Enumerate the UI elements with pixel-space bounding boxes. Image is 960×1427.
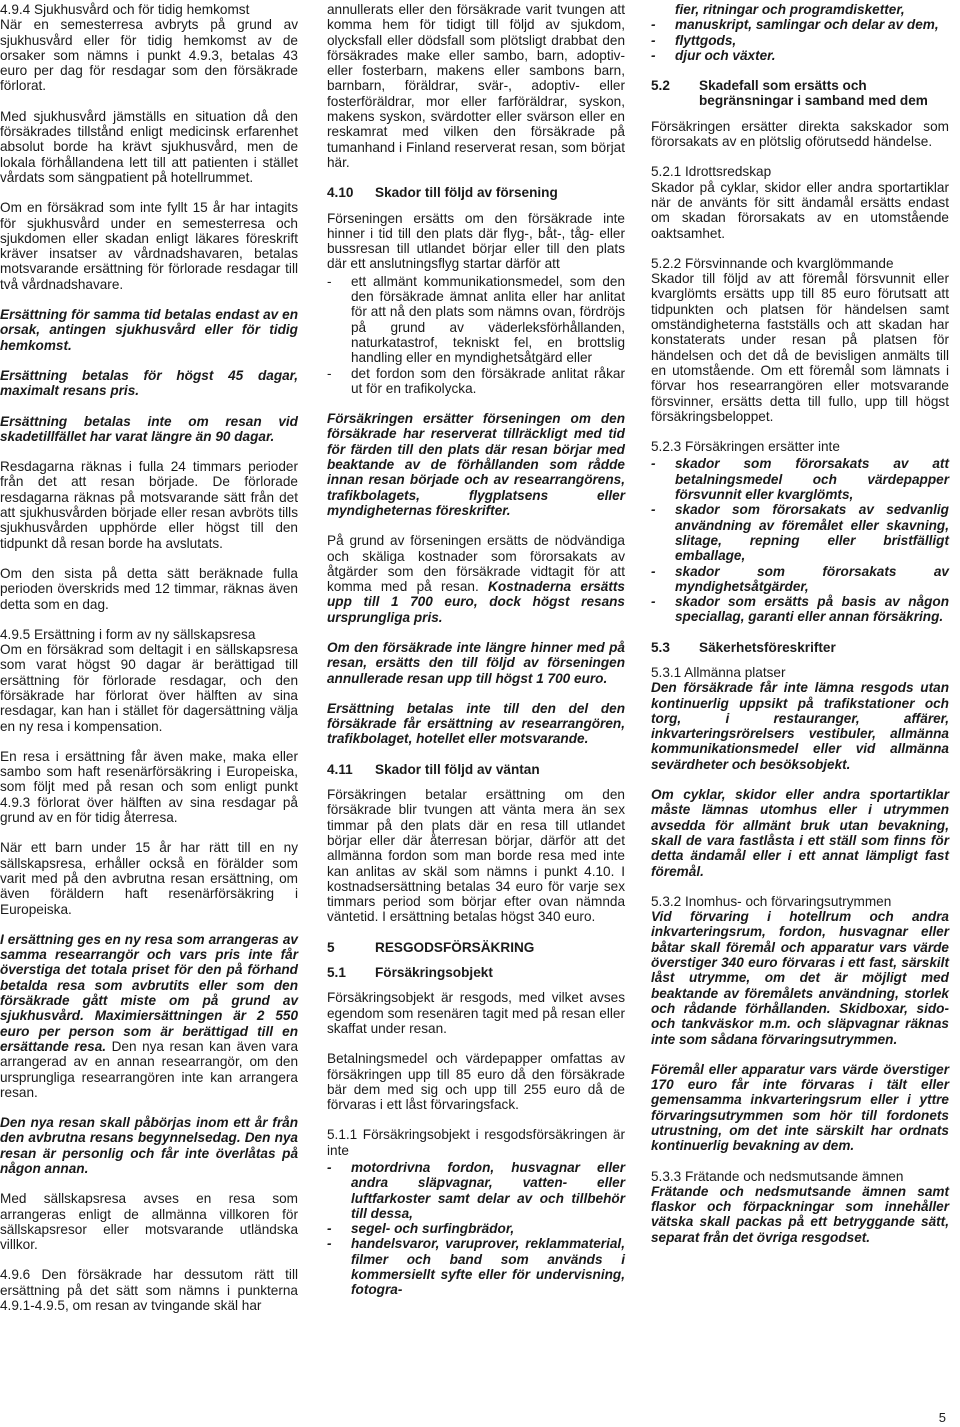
paragraph: 4.9.6 Den försäkrade har dessutom rätt till ersättning på det sätt som nämns i punkterna 4.9.1-4.9.5, om resan av tvingande skäl har [0, 1267, 298, 1314]
section-heading [327, 940, 625, 955]
list-dash: - [651, 17, 656, 33]
section-title: Skador till följd av väntan [375, 761, 540, 777]
list-item [327, 1236, 625, 1297]
page-number: 5 [938, 1410, 946, 1425]
emphasized-paragraph: Om cyklar, skidor eller andra sportartiklar måste lämnas utomhus eller i utrymmen avsedda för allmänt bruk utan bevakning, skall de vara fastlåsta i ett ställ som finns för detta ändamål eller i ett annat lämpligt fast föremål. [651, 787, 949, 879]
paragraph: En resa i ersättning får även make, maka eller sambo som haft resenärförsäkring i Europeiska, som följt med på resan och som enligt punkt 4.9.3 förlorat över hälften av sina resdagar på grund av en för tidig återresa. [0, 748, 298, 826]
emphasized-text: Kostnaderna ersätts upp till 1 700 euro, dock högst resans ursprungliga pris. [327, 579, 625, 625]
list-item [327, 366, 625, 397]
section-heading [327, 185, 625, 200]
section-heading [651, 78, 949, 109]
bullet-list [651, 456, 949, 624]
paragraph [651, 1169, 949, 1245]
emphasized-text: Den försäkrade får inte lämna resgods utan kontinuerlig uppsikt på trafikstationer och torg, i restauranger, affärer, inkvarteringsrörelsers vestibuler, allmänna kommunikationsmedel eller vid allmänna sevärdheter och besöksobjekt. [651, 680, 949, 772]
list-item [651, 17, 949, 32]
list-item-text: det fordon som den försäkrade anlitat råkar ut för en trafikolycka. [351, 365, 625, 396]
list-dash: - [651, 502, 656, 518]
emphasized-paragraph: Den nya resan skall påbörjas inom ett år från den avbrutna resans begynnelsedag. Den nya resan är personlig och får inte överlåtas på någon annan. [0, 1115, 298, 1176]
list-item-text: skador som ersätts på basis av någon speciallag, garanti eller annan försäkring. [675, 594, 949, 625]
paragraph: Resdagarna räknas i fulla 24 timmars perioder från det att resan började. De förlorade resdagarna räknas på motsvarande sätt från det att sjukhusvården började eller resan avbröts tills sjukhusvården upphörde eller högst till den tidpunkt då resan borde ha avslutats. [0, 459, 298, 551]
section-number: 5.1 [327, 965, 346, 981]
paragraph [651, 665, 949, 772]
subsection-title: 5.3.1 Allmänna platser [651, 664, 786, 680]
list-dash: - [651, 47, 656, 63]
list-item-text: handelsvaror, varuprover, reklammaterial, filmer och band som används i kommersiellt syfte eller för undervisning, fotogra- [351, 1236, 625, 1298]
list-dash: - [327, 1160, 332, 1175]
paragraph: annullerats eller den försäkrade varit tvungen att komma hem för tidigt till följd av sjukdom, olycksfall eller dödsfall som plötsligt drabbat den försäkrades make eller sambo, barn, adoptiv- eller fosterbarn, makens eller sambons barn, barnbarn, föräldrar, svär-, adoptiv- eller fosterföräldrar, mor eller farföräldrar, syskon, makens syskon, svärdotter eller svärson eller en reskamrat med vilken den försäkrade på tumanhand i Finland reserverat resan, som börjat här. [327, 2, 625, 170]
list-dash: - [327, 1221, 332, 1237]
emphasized-text: I ersättning ges en ny resa som arrangeras av samma researrangör och vars pris inte får överstiga det totala priset för den på förhand betalda resa som avbrutits eller som den försäkrade gått miste om på grund av sjukhusvård. Maximiersättningen är 2 550 euro per person som är berättigad till en ersättande resa. [0, 931, 298, 1054]
subsection-title: 5.3.2 Inomhus- och förvaringsutrymmen [651, 893, 892, 909]
emphasized-paragraph: Ersättning för samma tid betalas endast av en orsak, antingen sjukhusvård eller för tidig hemkomst. [0, 307, 298, 353]
emphasized-text: Vid förvaring i hotellrum och andra inkvarteringsrum, fordon, husvagnar eller båtar skall föremål och apparatur vars värde överstiger 340 euro förvaras i ett fast, särskilt låst utrymme, om det är möjligt med beaktande av föremålets användning, storlek och rådande förhållanden. Skidboxar, sido- och tankväskor m.m. och släpvagnar räknas inte som sådana förvaringsutrymmen. [651, 909, 949, 1047]
section-heading [651, 640, 949, 655]
list-item-text: djur och växter. [675, 47, 776, 63]
plain-text: På grund av förseningen ersätts de nödvändiga och skäliga kostnader som förorsakats av åtgärder som den försäkrade vidtagit för att komma med på resan. [327, 533, 625, 595]
paragraph: Med sällskapsresa avses en resa som arrangeras enligt de allmänna villkoren för sällskapsresor eller motsvarande utländska villkor. [0, 1191, 298, 1253]
list-item [651, 594, 949, 625]
list-item-text: ett allmänt kommunikationsmedel, som den den försäkrade ämnat anlita eller har anlitat för att nå den plats som nämns ovan, fördröjs på grund av väderleksförhållanden, naturkatastrof, tekniskt fel, en brottslig handling eller en myndighetsåtgärd eller [351, 273, 625, 366]
section-title: Säkerhetsföreskrifter [699, 639, 836, 655]
section-number: 5.3 [651, 639, 670, 655]
list-item [327, 1160, 625, 1221]
paragraph: Försäkringen betalar ersättning om den försäkrade blir tvungen att vänta mera än sex timmar på den plats där en resa till utlandet börjar eller där återresan börjar, därför att det allmänna fordon som man borde resa med inte kan anlitas av skäl som nämns i punkt 4.10. I kostnadsersättning betalas 34 euro för varje sex timmars period som börjar efter ovan nämnda väntetid. I ersättning betalas högst 340 euro. [327, 787, 625, 925]
list-item-text: manuskript, samlingar och delar av dem, [675, 17, 939, 33]
list-item [651, 48, 949, 63]
paragraph: Om en försäkrad som inte fyllt 15 år har intagits för sjukhusvård under en semesterresa och sjukdomen eller skadan enligt läkares föreskrift kräver insatser av vårdnadshavaren, betalas motsvarande ersättning för förlorade resdagar till två vårdnadshavare. [0, 200, 298, 292]
paragraph: Betalningsmedel och värdepapper omfattas av försäkringen upp till 85 euro då den försäkrade bär dem med sig och upp till 255 euro då de förvaras i ett låst förvaringsfack. [327, 1051, 625, 1113]
paragraph [0, 932, 298, 1100]
plain-text: Den nya resan kan även vara arrangerad av en annan researrangör, om den ursprungliga researrangören inte kan arrangera resan. [0, 1038, 298, 1100]
list-item-text: segel- och surfingbrädor, [351, 1221, 515, 1237]
list-item [651, 564, 949, 595]
paragraph: Försäkringsobjekt är resgods, med vilket avses egendom som resenären tagit med på resan eller skaffat under resan. [327, 990, 625, 1036]
section-number: 5 [327, 939, 335, 955]
list-item [651, 456, 949, 502]
list-item [651, 33, 949, 48]
paragraph: När ett barn under 15 år har rätt till en ny sällskapsresa, erhåller också en förälder som varit med på den avbrutna resan ersättning, om även föräldern haft resenärförsäkring i Europeiska. [0, 840, 298, 917]
list-item-text: skador som förorsakats av sedvanlig användning av föremålet eller skavning, slitage, repning eller bristfälligt emballage, [675, 502, 949, 564]
bullet-list [327, 1160, 625, 1298]
subsection-title: 5.3.3 Frätande och nedsmutsande ämnen [651, 1168, 904, 1184]
list-dash: - [327, 365, 332, 381]
emphasized-paragraph: Om den försäkrade inte längre hinner med på resan, ersätts den till följd av förseningen annullerade resan upp till högst 1 700 euro. [327, 639, 625, 686]
emphasized-text: Frätande och nedsmutsande ämnen samt flaskor och förpackningar som innehåller vätska skall packas på ett betryggande sätt, separat från det övriga resgodset. [651, 1183, 949, 1245]
list-item-text: skador som förorsakats av myndighetsåtgärder, [675, 563, 949, 594]
list-item [651, 2, 949, 17]
list-dash: - [651, 456, 656, 472]
paragraph: Om den sista på detta sätt beräknade fulla perioden överskrids med 12 timmar, räknas även detta som en dag. [0, 565, 298, 612]
bullet-list [651, 2, 949, 63]
paragraph: 5.2.3 Försäkringen ersätter inte [651, 439, 840, 455]
section-number: 5.2 [651, 78, 670, 94]
list-item-text: fier, ritningar och programdisketter, [675, 2, 905, 17]
list-dash: - [651, 594, 656, 610]
list-dash: - [651, 32, 656, 48]
paragraph: 5.2.1 Idrottsredskap Skador på cyklar, skidor eller andra sportartiklar när de använts för sitt ändamål ersätts endast om skadan förorsakats av en utomstående oaktsamhet. [651, 164, 949, 241]
paragraph: Försäkringen ersätter direkta sakskador som förorsakats av en plötslig oförutsedd händelse. [651, 118, 949, 150]
list-dash: - [327, 273, 332, 289]
section-heading [327, 762, 625, 777]
column-middle [327, 2, 625, 1313]
list-item [327, 274, 625, 366]
paragraph: 5.2.2 Försvinnande och kvarglömmande Skador till följd av att föremål försvunnit eller kvarglömts ersätts upp till 85 euro förutsatt att tidpunkten och platsen för händelsen samt omständigheterna fastställs och att skadan har konstaterats under resan på platsen för händelsen och det då de bevisligen anmälts till en utomstående. Om ett föremål som lämnats i förvar hos researrangören eller motsvarande försvinner, ersätts detta till fullo, upp till högst försäkringsbeloppet. [651, 255, 949, 424]
list-dash: - [327, 1236, 332, 1252]
section-title: Skador till följd av försening [375, 185, 558, 201]
list-item-text: motordrivna fordon, husvagnar eller andra släpvagnar, vatten- eller luftfarkoster samt delar av och tillbehör till dessa, [351, 1160, 625, 1221]
section-title: Försäkringsobjekt [375, 965, 493, 981]
list-item-text: flyttgods, [675, 32, 737, 48]
column-right [651, 2, 949, 1260]
paragraph: 4.9.5 Ersättning i form av ny sällskapsresa Om en försäkrad som deltagit i en sällskapsresa som varat högst 90 dagar är berättigad till ersättning för förlorade resdagar, och den försäkrade har förlorat över hälften av sina resdagar, kan han i stället för dagersättning välja en ny resa i kompensation. [0, 626, 298, 734]
paragraph [327, 533, 625, 625]
column-left [0, 2, 298, 1328]
list-item [651, 502, 949, 563]
section-number: 4.11 [327, 761, 353, 777]
emphasized-paragraph: Ersättning betalas inte om resan vid skadetillfället har varat längre än 90 dagar. [0, 413, 298, 444]
emphasized-paragraph: Ersättning betalas för högst 45 dagar, maximalt resans pris. [0, 367, 298, 399]
emphasized-paragraph: Föremål eller apparatur vars värde överstiger 170 euro får inte förvaras i tält eller gemensamma inkvarteringsrum eller i yttre förvaringsutrymmen som hör till fordonets utrustning, om det inte särskilt har ordnats kontinuerlig bevakning av dem. [651, 1061, 949, 1154]
section-title: Skadefall som ersätts och begränsningar i samband med dem [699, 78, 928, 109]
paragraph: Förseningen ersätts om den försäkrade inte hinner i tid till den plats där flyg-, båt-, tåg- eller bussresan till utlandet börjar eller till den plats där ett anslutningsflyg startar därför att [327, 210, 625, 272]
section-number: 4.10 [327, 185, 354, 201]
section-heading [327, 965, 625, 980]
emphasized-paragraph: Försäkringen ersätter förseningen om den försäkrade har reserverat tillräckligt med tid för färden till den plats där resan börjar med beaktande av de förhållanden som rådde innan resan började och av researrangörens, trafikbolagets, flygplatsens eller myndigheternas föreskrifter. [327, 411, 625, 518]
list-item [327, 1221, 625, 1236]
section-title: RESGODSFÖRSÄKRING [375, 939, 535, 955]
paragraph: 5.1.1 Försäkringsobjekt i resgodsförsäkringen är inte [327, 1127, 625, 1158]
paragraph [651, 894, 949, 1047]
paragraph: Med sjukhusvård jämställs en situation då den försäkrades tillstånd enligt medicinsk erfarenhet absolut borde ha krävt sjukhusvård, men de lokala förhållandena lett till att patienten i stället vårdats som sängpatient på hotellrummet. [0, 108, 298, 185]
bullet-list [327, 274, 625, 396]
list-dash [651, 2, 675, 17]
list-dash: - [651, 563, 656, 579]
paragraph: 4.9.4 Sjukhusvård och för tidig hemkomst När en semesterresa avbryts på grund av sjukhusvård eller för tidig hemkomst av de orsaker som nämns i punkt 4.9.3, betalas 43 euro per dag för resdagar som den försäkrade förlorat. [0, 2, 298, 94]
emphasized-paragraph: Ersättning betalas inte till den del den försäkrade får ersättning av researrangören, trafikbolaget, hotellet eller motsvarande. [327, 700, 625, 747]
list-item-text: skador som förorsakats av att betalningsmedel och värdepapper försvunnit eller kvarglömts, [675, 456, 949, 503]
